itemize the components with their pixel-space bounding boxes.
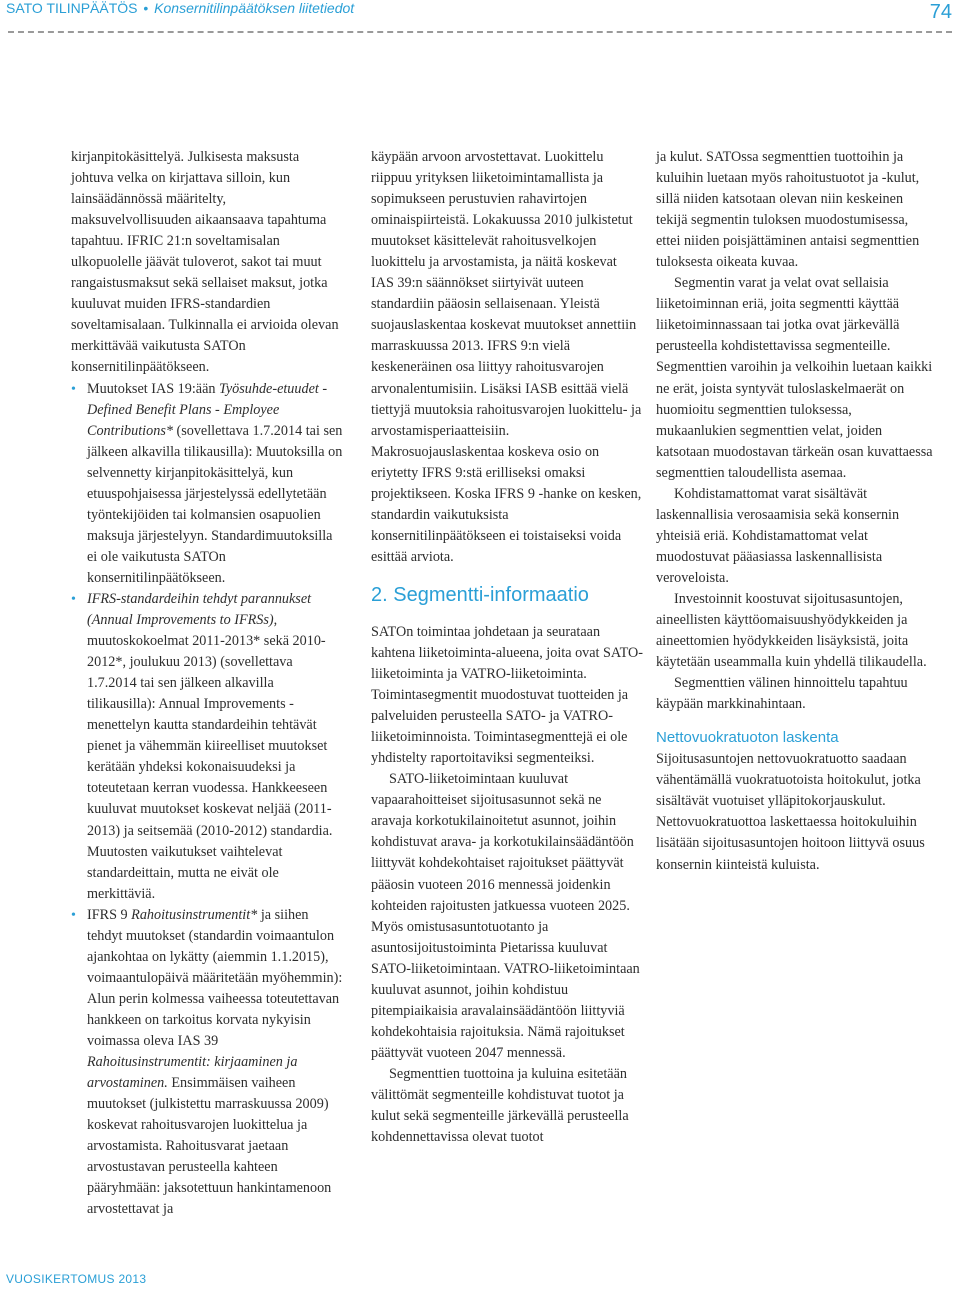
header-divider xyxy=(8,31,952,33)
page-header xyxy=(0,0,960,36)
standard-name: Rahoitusinstrumentit: kirjaaminen ja arvostaminen. xyxy=(87,1054,298,1092)
section-heading: 2. Segmentti-informaatio xyxy=(371,583,589,606)
list-item-text: (sovellettava 1.7.2014 tai sen jälkeen alkavilla tilikausilla): Muutoksilla on selvennetty kirjanpitokäsittelyä, kun etuuspohjaisessa järjestelyssä edellytetään työntekijöiden tai kolmansien osapuolien maksuja järjestelyyn. Standardimuutoksilla ei ole vaikutusta SATOn konsernitilinpäätökseen. xyxy=(87,422,343,586)
running-header xyxy=(6,0,354,16)
list-item-text: , muutoskokoelmat 2011-2013* sekä 2010-2012*, joulukuu 2013) (sovellettava 1.7.2014 tai sen jälkeen alkavilla tilikausilla): Annual Improvements -menettelyn kautta standardeihin tehtävät pienet ja vähemmän kiireelliset muutokset kerätään yhdeksi kokonaisuudeksi ja toteutetaan kerran vuodessa. Hankkeeseen kuuluvat muutokset koskevat neljää (2011-2013) ja seitsemää (2010-2012) standardia. Muutosten vaikutukset vaihtelevat standardeittain, mutta ne eivät ole merkittäviä. xyxy=(87,612,333,902)
paragraph: Sijoitusasuntojen nettovuokratuotto saadaan vähentämällä vuokratuotoista hoitokulut, jotka sisältävät vuotuiset ylläpitokorjauskulut. Nettovuokratuottoa laskettaessa hoitokuluihin lisätään sijoitusasuntojen hoitoon liittyvä osuus konsernin kiinteistä kuluista. xyxy=(656,751,925,873)
list-item xyxy=(71,379,343,589)
paragraph: Kohdistamattomat varat sisältävät laskennallisia verosaamisia sekä konsernin yhteisiä eriä. Kohdistamattomat velat muodostuvat pääasiassa laskennallisista veroveloista. xyxy=(656,485,900,586)
list-item-text: ja siihen tehdyt muutokset (standardin voimaantulon ajankohtaa on lykätty (aiemmin 1.1.2015), voimaantulopäivä määritetään myöhemmin): Alun perin kolmessa vaiheessa toteutettavan hankkeen on tarkoitus korvata nykyisin voimassa oleva IAS 39 xyxy=(87,906,343,1049)
text-column-1 xyxy=(71,147,343,1220)
report-title: SATO TILINPÄÄTÖS xyxy=(6,0,138,16)
bullet-icon: • xyxy=(71,381,76,397)
header-separator: • xyxy=(143,0,149,16)
paragraph: SATO-liiketoimintaan kuuluvat vapaarahoitteiset sijoitusasunnot sekä ne aravaja korkotukilainoitetut asunnot, joihin kohdistuvat arava- ja korkotukilainsäädäntöön liittyvät kohdekohtaiset rajoitukset päättyvät pääosin vuoteen 2016 mennessä joidenkin kohteiden rajoitusten jatkuessa vuoteen 2025. Myös omistusasuntotuotanto ja asuntosijoitustoiminta Pietarissa kuuluvat SATO-liiketoimintaan. VATRO-liiketoimintaan kuuluvat asunnot, joihin kohdistuu pitempiaikaisia aravalainsäädäntöön liittyviä kohdekohtaisia rajoituksia. Nämä rajoitukset päättyvät vuoteen 2047 mennessä. xyxy=(371,771,640,1061)
paragraph: Segmenttien välinen hinnoittelu tapahtuu käypään markkinahintaan. xyxy=(656,675,908,713)
page-number: 74 xyxy=(929,1,952,23)
paragraph: SATOn toimintaa johdetaan ja seurataan kahtena liiketoiminta-alueena, joita ovat SATO-liiketoiminta ja VATRO-liiketoiminta. Toimintasegmentit muodostuvat tuotteiden ja palveluiden perusteella SATO- ja VATRO-liiketoiminnoista. Toimintasegmenttejä ei ole yhdistelty raportoitaviksi segmenteiksi. xyxy=(371,623,643,767)
paragraph: kirjanpitokäsittelyä. Julkisesta maksusta johtuva velka on kirjattava silloin, kun lainsäädännössä määritelty, maksuvelvollisuuden aikaansaava tapahtuma tapahtuu. IFRIC 21:n soveltamisalan ulkopuolelle jäävät tuloverot, sakot tai muut rangaistusmaksut sekä sellaiset maksut, jotka kuuluvat muiden IFRS-standardien soveltamisalaan. Tulkinnalla ei arvioida olevan merkittävää vaikutusta SATOn konsernitilinpäätökseen. xyxy=(71,149,339,376)
list-item-text: IFRS 9 xyxy=(87,906,132,923)
text-column-3 xyxy=(656,147,934,876)
bullet-icon: • xyxy=(71,907,76,923)
page-footer: VUOSIKERTOMUS 2013 xyxy=(6,1272,147,1286)
list-item-text: Ensimmäisen vaiheen muutokset (julkistettu marraskuussa 2009) koskevat rahoitusvarojen luokittelua ja arvostamista. Rahoitusvarat jaetaan arvostustavan perusteella kahteen pääryhmään: jaksotettuun hankintamenoon arvostettavat ja xyxy=(87,1075,332,1218)
text-column-2 xyxy=(371,147,643,1148)
paragraph: Investoinnit koostuvat sijoitusasuntojen, aineellisten käyttöomaisuushyödykkeiden ja aineettomien hyödykkeiden lisäyksistä, joita käytetään useammalla kuin yhdellä tilikaudella. xyxy=(656,590,927,671)
paragraph: Segmentin varat ja velat ovat sellaisia liiketoiminnan eriä, joita segmentti käyttää liiketoiminnassaan tai jotka ovat järkevällä perusteella kohdistettavissa segmenteille. Segmenttien varoihin ja velkoihin luetaan kaikki ne erät, joista syntyvät tuloslaskelmaerät on huomioitu segmenttien tuloksessa, mukaanlukien segmenttien velat, joiden katsotaan muodostavan tärkeän osan kuvattaessa segmenttien taloudellista asemaa. xyxy=(656,275,933,481)
standard-name: Työsuhde-etuudet - Defined Benefit Plans - Employee Contributions* xyxy=(87,380,328,439)
paragraph: ja kulut. SATOssa segmenttien tuottoihin ja kuluihin luetaan myös rahoitustuotot ja -kulut, sillä niiden katsotaan olevan niin keskeinen tekijä segmentin tuloksen muodostumisessa, ettei niiden poisjättäminen antaisi segmenttien tuloksesta oikeata kuvaa. xyxy=(656,149,920,271)
list-item xyxy=(71,905,343,1221)
sub-heading: Nettovuokratuoton laskenta xyxy=(656,729,839,747)
section-title: Konsernitilinpäätöksen liitetiedot xyxy=(154,0,355,16)
standard-name: IFRS-standardeihin tehdyt parannukset (Annual Improvements to IFRSs) xyxy=(87,590,312,629)
standard-name: Rahoitusinstrumentit* xyxy=(131,906,258,923)
list-item-text: Muutokset IAS 19:ään xyxy=(87,380,220,397)
bullet-icon: • xyxy=(71,591,76,607)
paragraph: Segmenttien tuottoina ja kuluina esitetään välittömät segmenteille kohdistuvat tuotot ja kulut sekä segmenteille järkevällä perusteella kohdennettavissa olevat tuotot xyxy=(371,1065,629,1146)
paragraph: käypään arvoon arvostettavat. Luokittelu riippuu yrityksen liiketoimintamallista ja sopimukseen perustuvien rahavirtojen ominaispiirteistä. Lokakuussa 2010 julkistetut muutokset käsittelevät rahoitusvelkojen luokittelu ja arvostamista, ja näitä koskevat IAS 39:n säännökset siirtyivät uuteen standardiin pääosin sellaisenaan. Yleistä suojauslaskentaa koskevat muutokset annettiin marraskuussa 2013. IFRS 9:n vielä keskeneräinen osa liittyy rahoitusvarojen arvonalentumisiin. Lisäksi IASB esittää vielä tiettyjä muutoksia rahoitusvarojen luokittelu- ja arvostamisperiaatteisiin. Makrosuojauslaskentaa koskeva osio on eriytetty IFRS 9:stä erilliseksi omaksi projektikseen. Koska IFRS 9 -hanke on kesken, standardin vaikutuksista konsernitilinpäätökseen ei toistaiseksi voida esittää arviota. xyxy=(371,149,642,565)
list-item xyxy=(71,589,343,905)
